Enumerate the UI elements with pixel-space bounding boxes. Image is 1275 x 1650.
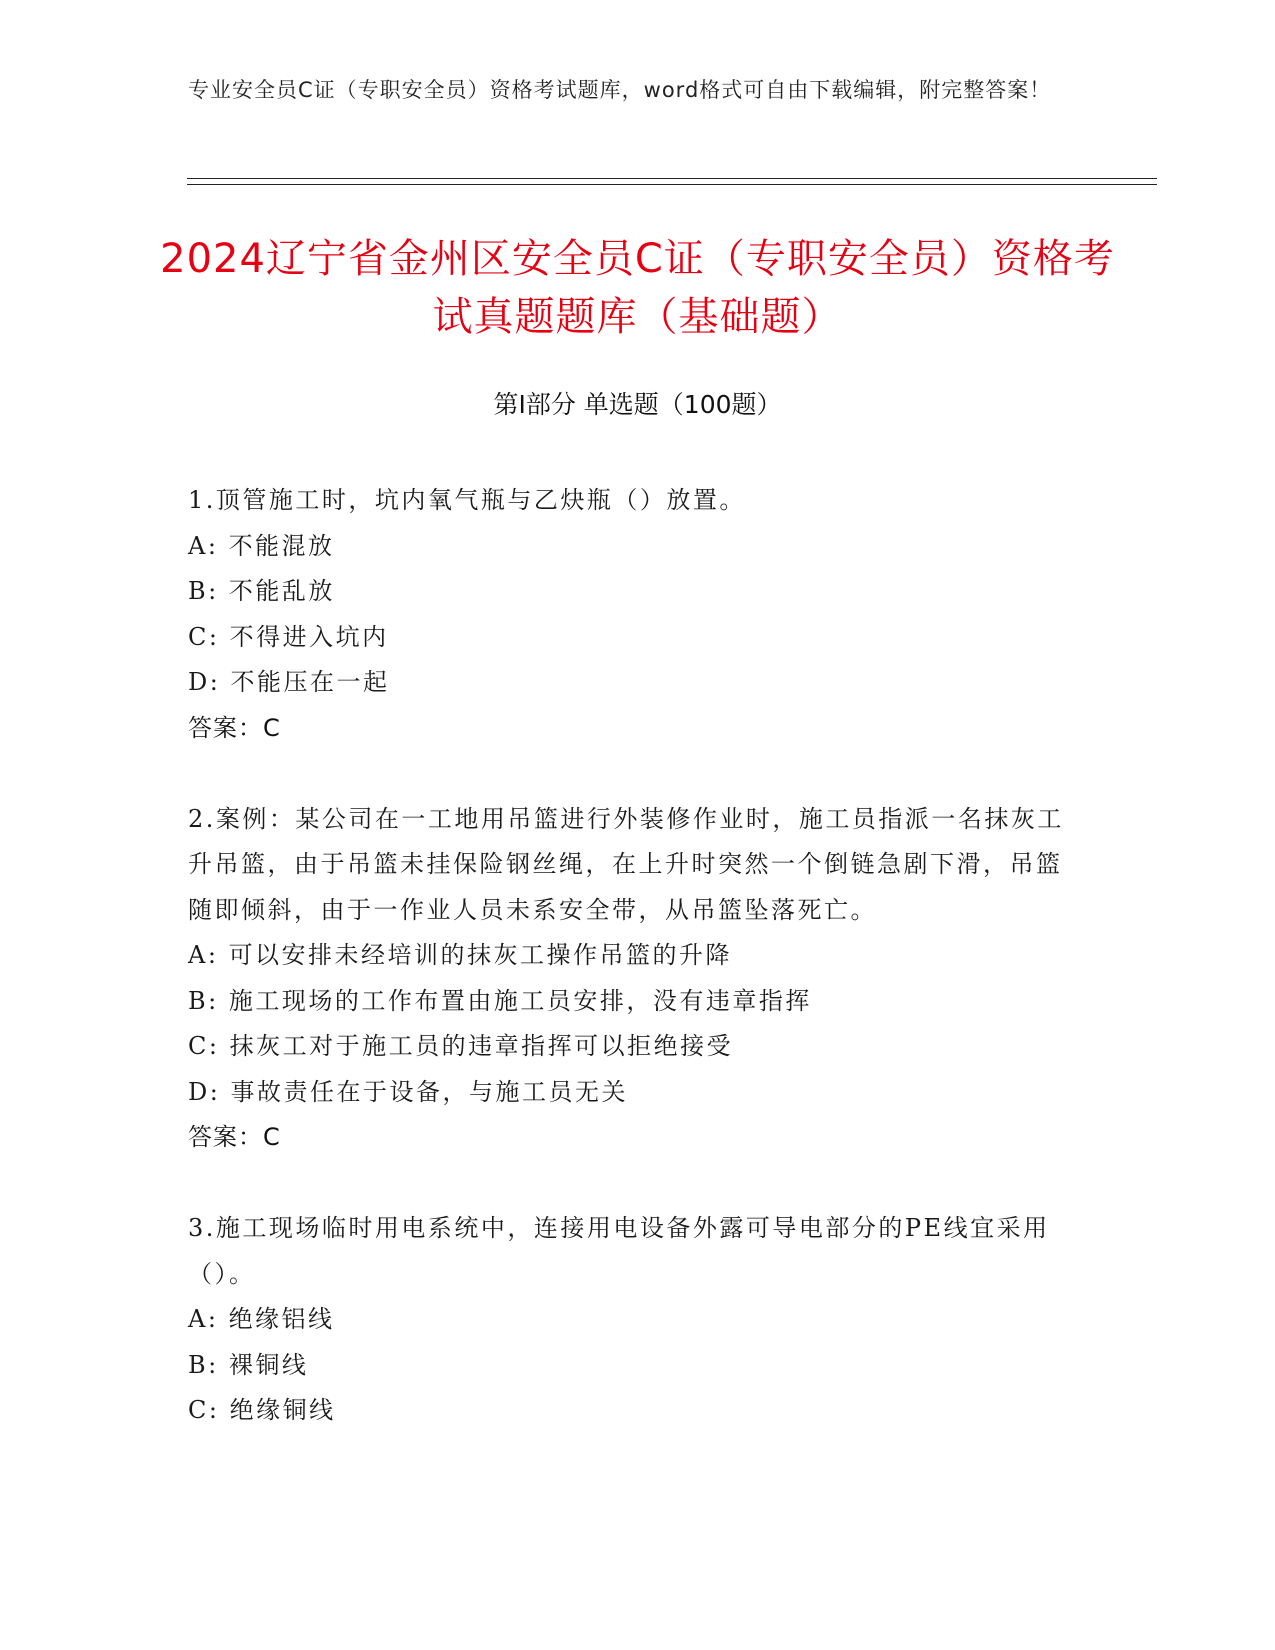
option-label: C: [188,1396,220,1424]
header-divider-top [187,178,1157,179]
section-heading: 第I部分 单选题（100题） [493,390,782,419]
option-text: 可以安排未经培训的抹灰工操作吊篮的升降 [228,941,733,969]
option-label: D: [188,1077,221,1106]
header-divider-bottom [187,184,1157,185]
question-stem: 2.案例：某公司在一工地用吊篮进行外装修作业时，施工员指派一名抹灰工升吊篮，由于吊篮未挂保险钢丝绳，在上升时突然一个倒链急剧下滑，吊篮随即倾斜，由于一作业人员未系安全带，从吊篮坠落死亡。 [188,804,1064,924]
option-label: B: [188,577,219,605]
question-list [188,478,1078,1479]
option-c [188,1024,1078,1070]
option-text: 裸铜线 [228,1350,309,1379]
question-1 [188,478,1078,751]
option-b [188,1343,1078,1389]
option-c [188,1388,1078,1434]
question-3 [188,1206,1078,1434]
option-d [188,1070,1078,1116]
option-label: B: [188,1350,219,1379]
option-a [188,524,1078,570]
option-b [188,979,1078,1025]
option-text: 施工现场的工作布置由施工员安排，没有违章指挥 [228,986,812,1015]
option-text: 不能乱放 [228,577,335,605]
option-label: B: [188,986,219,1015]
option-text: 不能压在一起 [230,668,390,696]
option-label: C: [188,622,220,651]
option-label: A: [188,941,219,969]
option-c [188,615,1078,661]
option-label: A: [188,531,219,560]
question-stem: 3.施工现场临时用电系统中，连接用电设备外露可导电部分的PE线宜采用（）。 [188,1214,1050,1288]
document-title: 2024辽宁省金州区安全员C证（专职安全员）资格考试真题题库（基础题） [160,236,1115,340]
question-2 [188,797,1078,1161]
option-a [188,933,1078,979]
option-text: 事故责任在于设备，与施工员无关 [230,1077,628,1106]
header-note: 专业安全员C证（专职安全员）资格考试题库，word格式可自由下载编辑，附完整答案！ [188,78,1052,102]
option-text: 绝缘铜线 [229,1396,336,1424]
option-label: D: [188,668,221,696]
option-b [188,569,1078,615]
answer: 答案：C [188,713,281,742]
option-text: 抹灰工对于施工员的违章指挥可以拒绝接受 [229,1032,734,1060]
option-d [188,660,1078,706]
option-label: C: [188,1032,220,1060]
question-stem: 1.顶管施工时，坑内氧气瓶与乙炔瓶（）放置。 [188,486,746,514]
option-label: A: [188,1305,219,1333]
option-text: 绝缘铝线 [228,1305,335,1333]
option-text: 不得进入坑内 [229,622,389,651]
option-text: 不能混放 [228,531,335,560]
option-a [188,1297,1078,1343]
answer: 答案：C [188,1123,281,1151]
